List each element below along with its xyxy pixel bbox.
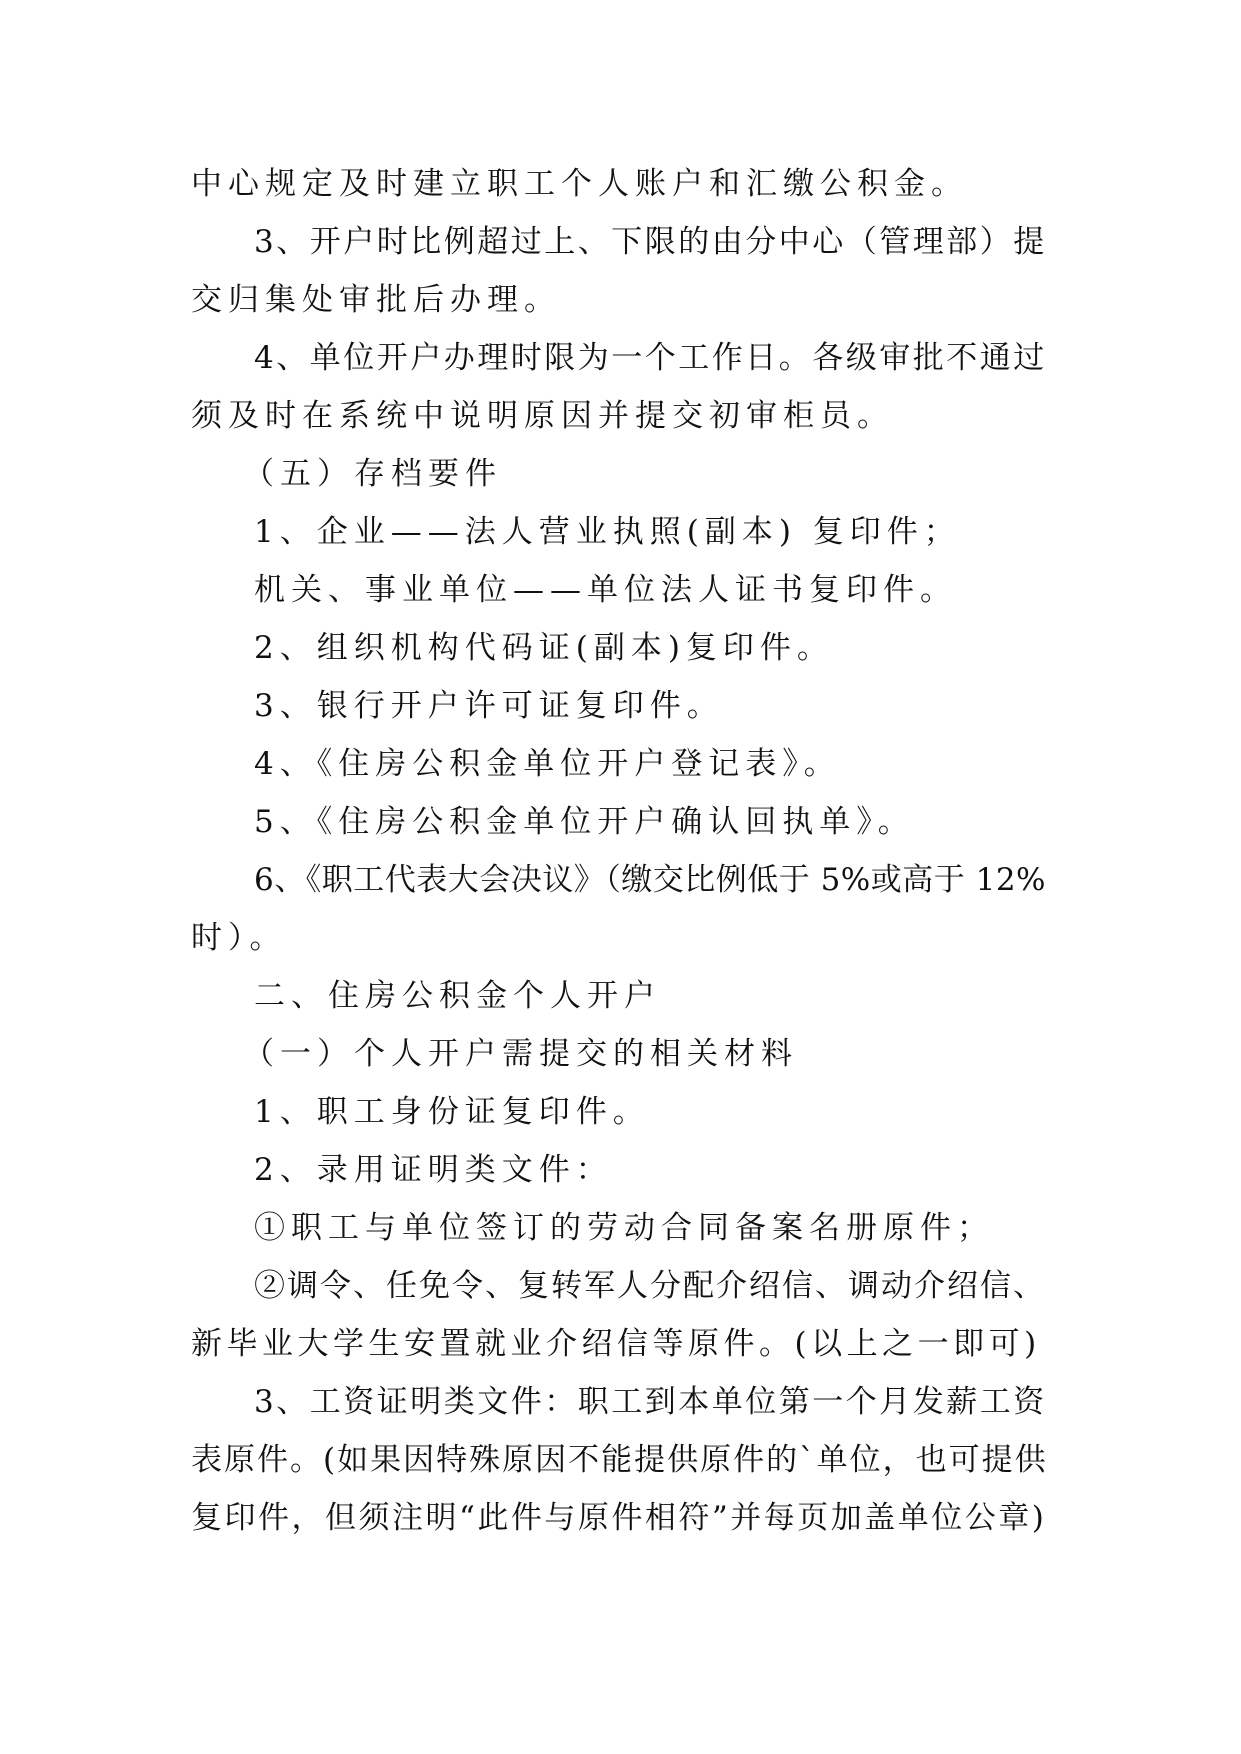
text-line: 复印件，但须注明“此件与原件相符”并每页加盖单位公章) bbox=[191, 1500, 1047, 1536]
text-line: 1、企业——法人营业执照(副本) 复印件； bbox=[254, 514, 961, 550]
text-line: 须及时在系统中说明原因并提交初审柜员。 bbox=[191, 398, 894, 434]
section-heading: （五）存档要件 bbox=[243, 456, 502, 492]
text-line: 表原件。(如果因特殊原因不能提供原件的`单位，也可提供 bbox=[191, 1442, 1048, 1478]
text-line: 交归集处审批后办理。 bbox=[191, 282, 561, 318]
text-line: 3、开户时比例超过上、下限的由分中心（管理部）提 bbox=[254, 224, 1047, 260]
text-line: 1、职工身份证复印件。 bbox=[254, 1094, 650, 1130]
text-line: 2、录用证明类文件： bbox=[254, 1152, 613, 1188]
section-heading: 二、住房公积金个人开户 bbox=[254, 978, 661, 1014]
text-line: 机关、事业单位——单位法人证书复印件。 bbox=[254, 572, 957, 608]
text-line: ②调令、任免令、复转军人分配介绍信、调动介绍信、 bbox=[254, 1268, 1046, 1304]
text-line: 3、银行开户许可证复印件。 bbox=[254, 688, 724, 724]
text-line: 时）。 bbox=[191, 920, 287, 956]
text-line: 5、《住房公积金单位开户确认回执单》。 bbox=[254, 804, 915, 840]
section-heading: （一）个人开户需提交的相关材料 bbox=[243, 1036, 798, 1072]
text-line: 4、《住房公积金单位开户登记表》。 bbox=[254, 746, 841, 782]
text-line: 中心规定及时建立职工个人账户和汇缴公积金。 bbox=[191, 166, 968, 202]
text-line: 4、单位开户办理时限为一个工作日。各级审批不通过 bbox=[254, 340, 1047, 376]
text-line: 3、工资证明类文件：职工到本单位第一个月发薪工资 bbox=[254, 1384, 1047, 1420]
text-line: 新毕业大学生安置就业介绍信等原件。(以上之一即可) bbox=[191, 1326, 1041, 1362]
text-line: ①职工与单位签订的劳动合同备案名册原件； bbox=[254, 1210, 994, 1246]
text-line: 2、组织机构代码证(副本)复印件。 bbox=[254, 630, 834, 666]
text-line: 6、《职工代表大会决议》（缴交比例低于 5%或高于 12% bbox=[254, 862, 1047, 898]
